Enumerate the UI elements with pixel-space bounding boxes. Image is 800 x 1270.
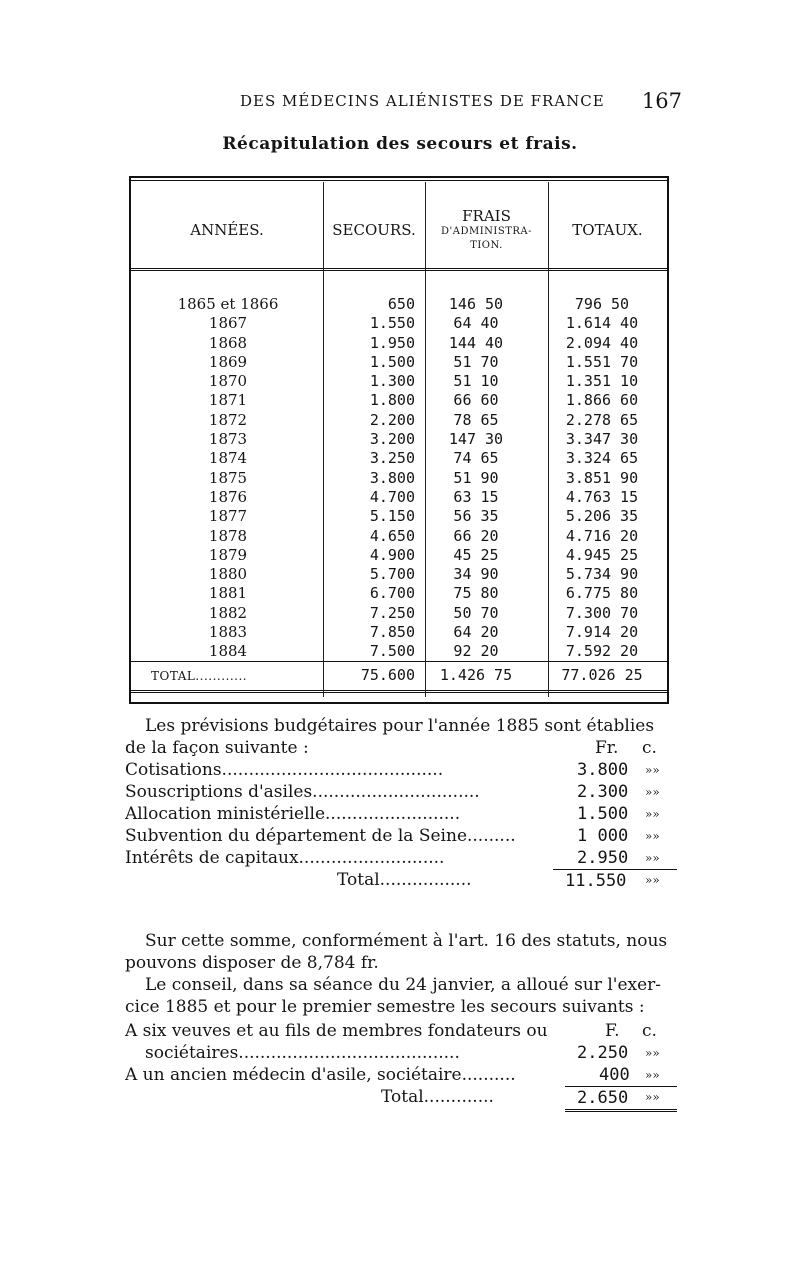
cell-year: 1867: [208, 314, 248, 333]
cell-total: 2.094 40: [565, 333, 639, 352]
allocation-item-label: A un ancien médecin d'asile, sociétaire..........: [125, 1065, 516, 1085]
running-head: [222, 89, 682, 116]
budget-total: [125, 869, 670, 891]
cell-frais: 56 35: [453, 507, 499, 526]
cell-secours: 650: [387, 295, 415, 313]
cell-secours: 1.550: [369, 314, 415, 333]
budget-item-cents: »»: [645, 851, 660, 865]
allocation-item-amount: 2.250: [577, 1043, 629, 1063]
cell-total: 2.278 65: [565, 410, 639, 429]
p2-line2: [125, 996, 670, 1018]
table-row: [131, 507, 667, 526]
budget-item-amount: 1.500: [577, 804, 629, 824]
budget-total-cents: »»: [645, 873, 660, 887]
allocation-total: [125, 1086, 670, 1108]
budget-intro-text1: Les prévisions budgétaires pour l'année 1885 sont établies: [145, 716, 655, 736]
table-row: [131, 488, 667, 507]
cell-year: 1873: [208, 430, 248, 449]
allocation-item-label: sociétaires.........................................: [145, 1043, 460, 1063]
cell-secours: 1.300: [369, 372, 415, 391]
allocation-total-cents: »»: [645, 1090, 660, 1104]
budget-total-amount: 11.550: [553, 869, 677, 892]
cell-total: 796 50: [574, 295, 630, 313]
cell-total: 7.592 20: [565, 642, 639, 661]
cell-secours: 5.150: [369, 507, 415, 526]
budget-item-amount: 3.800: [577, 760, 629, 780]
table-row: [131, 430, 667, 449]
cell-frais: 66 20: [453, 526, 499, 545]
cell-total: 5.206 35: [565, 507, 639, 526]
cell-frais: 66 60: [453, 391, 499, 410]
table-row: [131, 411, 667, 430]
table-total-row: [131, 666, 667, 688]
p1-text1: Sur cette somme, conformément à l'art. 16 des statuts, nous: [145, 931, 668, 951]
cell-frais: 64 40: [453, 314, 499, 333]
table-row: [131, 642, 667, 661]
cell-secours: 1.500: [369, 352, 415, 371]
cell-secours: 3.200: [369, 430, 415, 449]
cell-total: 1.614 40: [565, 314, 639, 333]
cell-secours: 6.700: [369, 584, 415, 603]
budget-item: [125, 781, 670, 803]
header-frais-line1: FRAIS: [462, 206, 511, 225]
table-row: [131, 334, 667, 353]
cell-year: 1871: [208, 391, 248, 410]
cell-frais: 51 70: [453, 352, 499, 371]
cell-year: 1876: [208, 487, 248, 506]
cell-frais: 51 90: [453, 468, 499, 487]
budget-item-label: Subvention du département de la Seine.........: [125, 826, 516, 846]
cell-frais: 63 15: [453, 487, 499, 506]
allocation-item: [125, 1042, 670, 1064]
cell-frais: 34 90: [453, 565, 499, 584]
cell-frais: 51 10: [453, 372, 499, 391]
budget-item: [125, 803, 670, 825]
paragraphs: [125, 930, 670, 1018]
p1-line2: [125, 952, 670, 974]
table-row: [131, 449, 667, 468]
cell-frais: 75 80: [453, 584, 499, 603]
table-row: [131, 295, 667, 314]
header-frais: [425, 190, 548, 270]
table-body: [131, 295, 667, 662]
cell-total: 7.914 20: [565, 623, 639, 642]
cell-secours: 7.250: [369, 603, 415, 622]
cell-secours: 1.950: [369, 333, 415, 352]
cell-secours: 3.250: [369, 449, 415, 468]
cell-total: 3.347 30: [565, 430, 639, 449]
cell-total: 1.866 60: [565, 391, 639, 410]
cell-total: 4.763 15: [565, 487, 639, 506]
header-frais-line2: D'ADMINISTRA-: [440, 225, 533, 237]
header-secours: SECOURS.: [332, 220, 416, 239]
cell-secours: 4.700: [369, 487, 415, 506]
cell-year: 1868: [208, 333, 248, 352]
cell-frais: 144 40: [448, 333, 504, 352]
budget-item-cents: »»: [645, 785, 660, 799]
cell-total: 4.945 25: [565, 545, 639, 564]
total-label: TOTAL............: [151, 669, 248, 683]
budget-item: [125, 825, 670, 847]
cell-total: 6.775 80: [565, 584, 639, 603]
budget-item-label: Allocation ministérielle.........................: [125, 804, 461, 824]
header-frais-line3: TION.: [470, 239, 503, 251]
page-number: 167: [641, 89, 682, 113]
cell-total: 4.716 20: [565, 526, 639, 545]
allocation-total-amount: 2.650: [565, 1086, 677, 1112]
total-secours: 75.600: [360, 666, 415, 684]
allocation-item-cents: »»: [645, 1046, 660, 1060]
budget-item-cents: »»: [645, 763, 660, 777]
cell-total: 1.351 10: [565, 372, 639, 391]
header-totaux: TOTAUX.: [572, 220, 643, 239]
cell-year: 1875: [208, 468, 248, 487]
cell-frais: 92 20: [453, 642, 499, 661]
cell-year: 1882: [208, 603, 248, 622]
cell-secours: 3.800: [369, 468, 415, 487]
p2-text1: Le conseil, dans sa séance du 24 janvier, a alloué sur l'exer-: [145, 975, 662, 995]
total-frais: 1.426 75: [439, 666, 513, 684]
table-row: [131, 565, 667, 584]
allocation-total-label: Total.............: [381, 1087, 494, 1107]
budget-item-label: Cotisations.........................................: [125, 760, 444, 780]
cell-frais: 45 25: [453, 545, 499, 564]
budget-item-amount: 1 000: [577, 826, 629, 846]
budget-section: [125, 715, 670, 891]
budget-intro-text2: de la façon suivante :: [125, 738, 309, 758]
cell-total: 1.551 70: [565, 352, 639, 371]
table-row: [131, 314, 667, 333]
cell-total: 5.734 90: [565, 565, 639, 584]
cell-total: 3.851 90: [565, 468, 639, 487]
cell-total: 7.300 70: [565, 603, 639, 622]
total-bottom-rule: [131, 690, 667, 693]
cell-frais: 64 20: [453, 623, 499, 642]
allocation-item-amount: 400: [599, 1065, 630, 1085]
cell-secours: 2.200: [369, 410, 415, 429]
cell-year: 1869: [208, 352, 248, 371]
table-row: [131, 391, 667, 410]
cell-year: 1878: [208, 526, 248, 545]
table-row: [131, 546, 667, 565]
cell-year: 1877: [208, 507, 248, 526]
budget-item-label: Intérêts de capitaux...........................: [125, 848, 445, 868]
budget-item: [125, 759, 670, 781]
budget-intro-line1: [125, 715, 670, 737]
cell-year: 1881: [208, 584, 248, 603]
cell-year: 1872: [208, 410, 248, 429]
running-title: DES MÉDECINS ALIÉNISTES DE FRANCE: [240, 92, 605, 110]
table-top-rule: [131, 180, 667, 181]
allocation-item: [125, 1064, 670, 1086]
p2-line1: [125, 974, 670, 996]
cell-year: 1870: [208, 372, 248, 391]
cell-secours: 7.850: [369, 623, 415, 642]
p1-line1: [125, 930, 670, 952]
cell-frais: 74 65: [453, 449, 499, 468]
cell-secours: 7.500: [369, 642, 415, 661]
budget-item-amount: 2.300: [577, 782, 629, 802]
cell-secours: 1.800: [369, 391, 415, 410]
p1-text2: pouvons disposer de 8,784 fr.: [125, 953, 379, 973]
cell-year: 1883: [208, 623, 248, 642]
cell-year: 1880: [208, 565, 248, 584]
table-row: [131, 623, 667, 642]
cell-year: 1874: [208, 449, 248, 468]
table-row: [131, 604, 667, 623]
table-title: Récapitulation des secours et frais.: [222, 134, 578, 154]
budget-item-label: Souscriptions d'asiles...............................: [125, 782, 480, 802]
cell-frais: 50 70: [453, 603, 499, 622]
cell-secours: 4.900: [369, 545, 415, 564]
budget-item-cents: »»: [645, 829, 660, 843]
cell-year: 1879: [208, 545, 248, 564]
total-totaux: 77.026 25: [561, 666, 643, 684]
cell-frais: 146 50: [448, 295, 504, 313]
allocation-intro: [125, 1020, 670, 1042]
cell-year: 1884: [208, 642, 248, 661]
cell-total: 3.324 65: [565, 449, 639, 468]
budget-total-label: Total.................: [337, 870, 472, 890]
budget-item-cents: »»: [645, 807, 660, 821]
budget-col-fr: Fr.: [595, 738, 619, 758]
budget-item: [125, 847, 670, 869]
cell-secours: 5.700: [369, 565, 415, 584]
table-row: [131, 353, 667, 372]
budget-item-amount: 2.950: [577, 848, 629, 868]
cell-secours: 4.650: [369, 526, 415, 545]
budget-col-c: c.: [642, 738, 657, 758]
allocation-col-fr: F.: [605, 1021, 620, 1041]
allocation-section: [125, 1020, 670, 1108]
header-annees: ANNÉES.: [190, 220, 264, 239]
table-row: [131, 584, 667, 603]
table-row: [131, 527, 667, 546]
allocation-col-c: c.: [642, 1021, 657, 1041]
cell-year: 1865 et 1866: [177, 295, 279, 313]
allocation-item-cents: »»: [645, 1068, 660, 1082]
table-row: [131, 372, 667, 391]
cell-frais: 147 30: [448, 430, 504, 449]
table-row: [131, 469, 667, 488]
p2-text2: cice 1885 et pour le premier semestre les secours suivants :: [125, 997, 645, 1017]
cell-frais: 78 65: [453, 410, 499, 429]
allocation-intro-text: A six veuves et au fils de membres fondateurs ou: [125, 1021, 548, 1041]
budget-intro-line2: [125, 737, 670, 759]
